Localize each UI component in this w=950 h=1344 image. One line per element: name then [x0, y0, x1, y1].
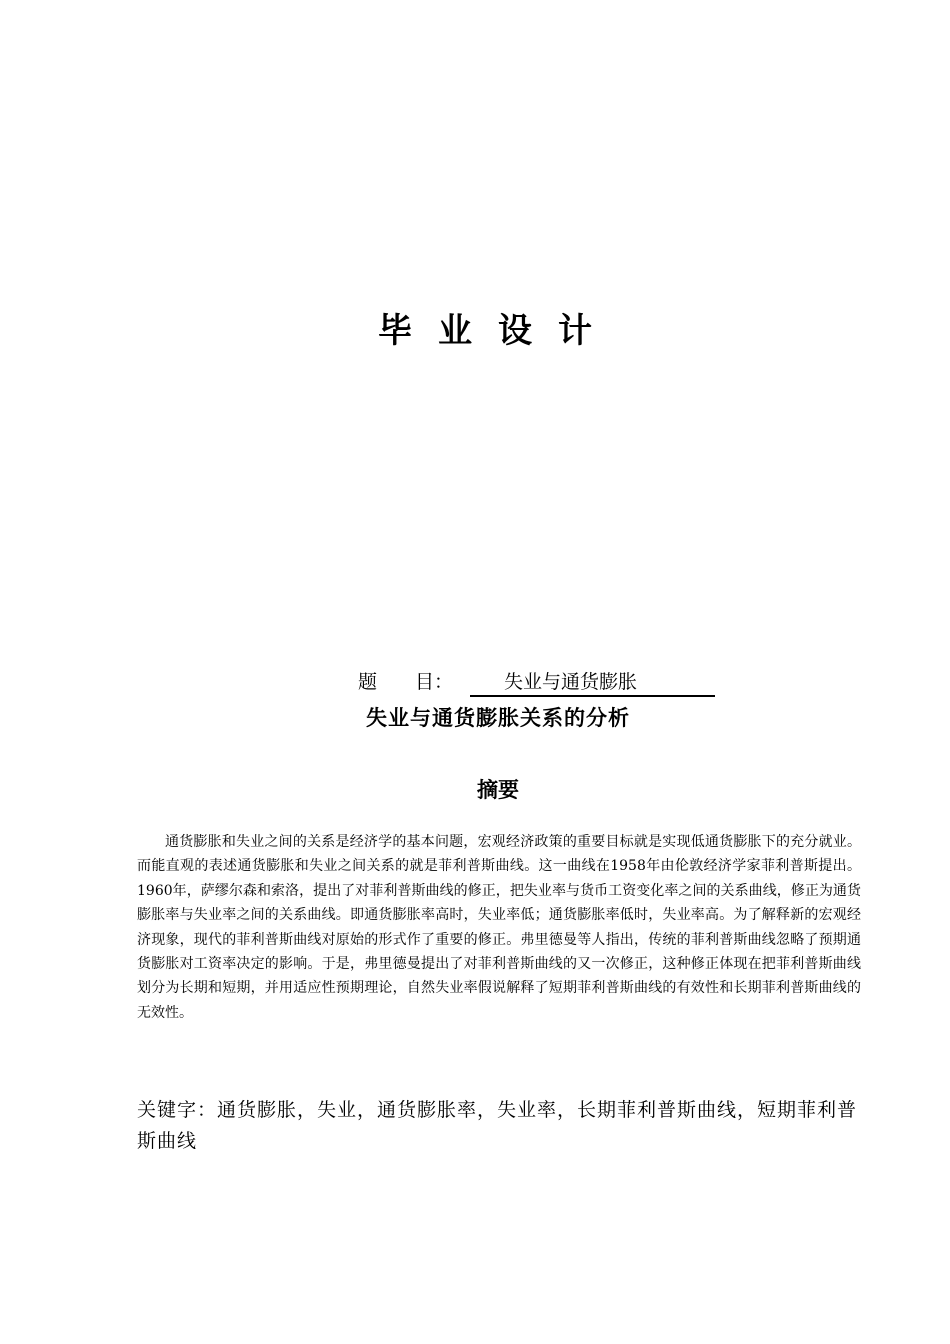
document-subtitle: 失业与通货膨胀关系的分析: [366, 705, 630, 730]
topic-row: [358, 668, 715, 698]
keywords: 关键字：通货膨胀，失业，通货膨胀率，失业率，长期菲利普斯曲线，短期菲利普斯曲线: [137, 1099, 858, 1152]
topic-label: 题 目：: [358, 671, 454, 693]
document-title: 毕业设计: [378, 311, 618, 351]
abstract-body: 通货膨胀和失业之间的关系是经济学的基本问题，宏观经济政策的重要目标就是实现低通货膨胀下的充分就业。而能直观的表述通货膨胀和失业之间关系的就是菲利普斯曲线。这一曲线在1958年由伦敦经济学家菲利普斯提出。1960年，萨缪尔森和索洛，提出了对菲利普斯曲线的修正，把失业率与货币工资变化率之间的关系曲线，修正为通货膨胀率与失业率之间的关系曲线。即通货膨胀率高时，失业率低；通货膨胀率低时，失业率高。为了解释新的宏观经济现象，现代的菲利普斯曲线对原始的形式作了重要的修正。弗里德曼等人指出，传统的菲利普斯曲线忽略了预期通货膨胀对工资率决定的影响。于是，弗里德曼提出了对菲利普斯曲线的又一次修正，这种修正体现在把菲利普斯曲线划分为长期和短期，并用适应性预期理论，自然失业率假说解释了短期菲利普斯曲线的有效性和长期菲利普斯曲线的无效性。: [137, 834, 861, 1021]
topic-value: 失业与通货膨胀: [470, 669, 715, 697]
abstract-heading: 摘要: [477, 777, 519, 802]
